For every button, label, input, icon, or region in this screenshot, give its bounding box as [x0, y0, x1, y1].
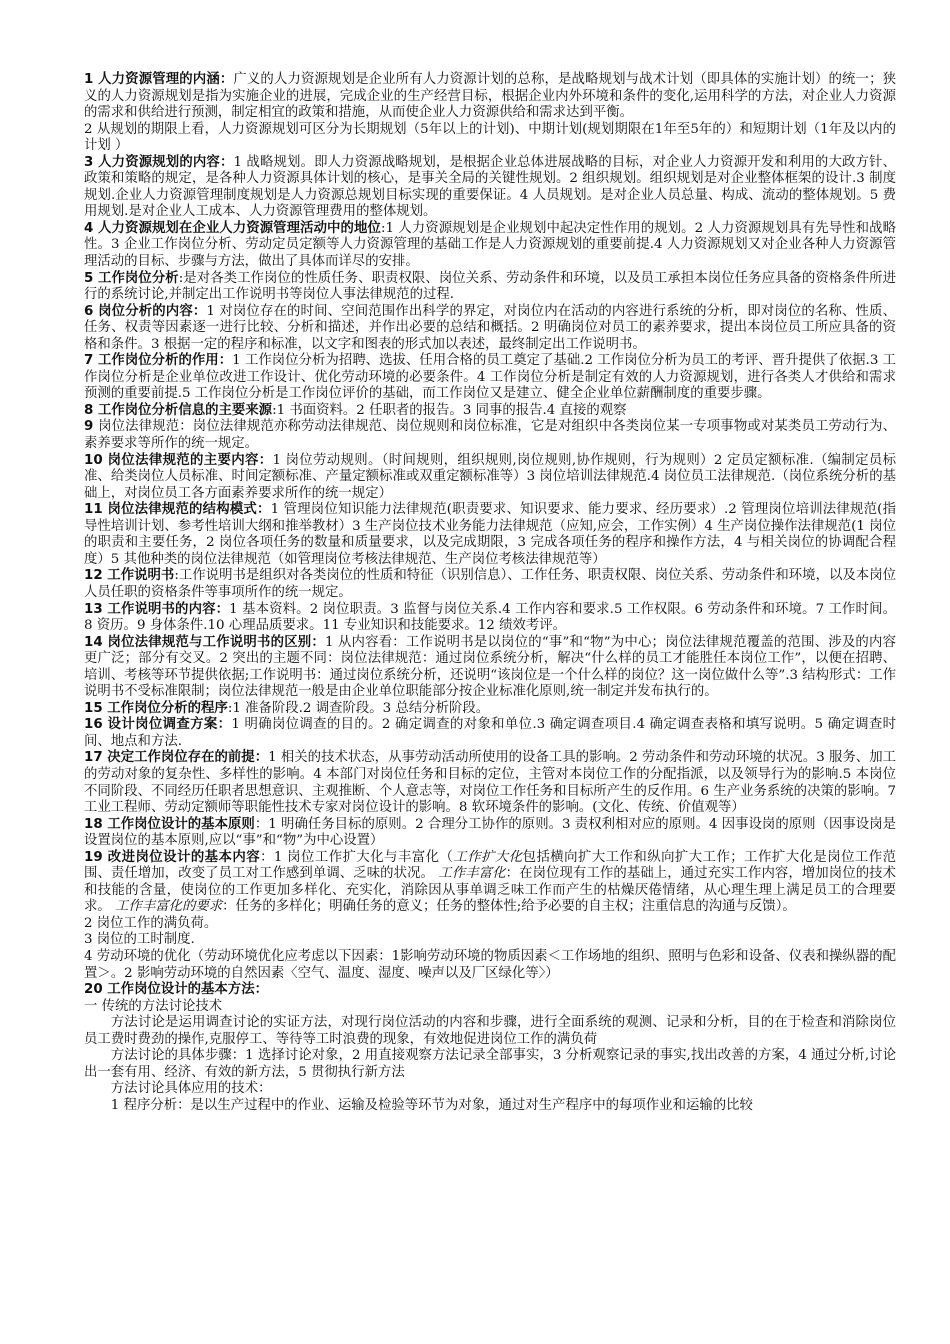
- item-text: 1 岗位劳动规则。（时间规则，组织规则,岗位规则,协作规则，行为规则）2 定员定额标准.（编制定员标准、给类岗位人员标准、时间定额标准、产量定额标准或双重定额标准等）3 岗位培训法律规范.4 岗位员工法律规范.（岗位系统分析的基础上，对岗位员工各方面素养要求所作的统一规定）: [84, 452, 897, 501]
- item-20-para-1: [84, 1015, 896, 1048]
- item-13: [84, 602, 896, 635]
- item-heading: 1 人力资源管理的内涵：: [84, 72, 234, 87]
- item-20-para-4: [84, 1098, 896, 1115]
- item-heading: 17 决定工作岗位存在的前提：: [84, 750, 269, 766]
- item-9: [84, 419, 896, 452]
- item-text: 方法讨论是运用调查讨论的实证方法，对现行岗位活动的内容和步骤，进行全面系统的观测、记录和分析，目的在于检查和消除岗位员工费时费劲的操作,克服停工、等待等工时浪费的现象，有效地促进岗位工作的满负荷: [84, 1015, 896, 1047]
- item-heading: 10 岗位法律规范的主要内容：: [84, 452, 273, 468]
- item-text: 1 工作岗位分析为招聘、选拔、任用合格的员工奠定了基础.2 工作岗位分析为员工的考评、晋升提供了依据.3 工作岗位分析是企业单位改进工作设计、优化劳动环境的必要条件。4 工作岗位分析是制定有效的人力资源规划，进行各类人才供给和需求预测的重要前提.5 工作岗位分析是工作岗位评价的基础，而工作岗位又是建立、健全企业单位薪酬制度的重要步骤。: [84, 353, 897, 402]
- item-heading: 5 工作岗位分析: [84, 270, 179, 286]
- item-text: 方法讨论的具体步骤：1 选择讨论对象，2 用直接观察方法记录全部事实，3 分析观察记录的事实,找出改善的方案，4 通过分析,讨论出一套有用、经济、有效的新方法，5 贯彻执行新方法: [84, 1048, 896, 1080]
- item-heading: 4 人力资源规划在企业人力资源管理活动中的地位: [84, 220, 381, 236]
- item-text: 岗位法律规范：岗位法律规范亦称劳动法律规范、岗位规则和岗位标准，它是对组织中各类岗位某一专项事物或对某类员工劳动行为、素养要求等所作的统一规定。: [84, 419, 897, 452]
- item-heading: 19 改进岗位设计的基本内容: [84, 849, 261, 865]
- item-text: 1 从内容看：工作说明书是以岗位的“事”和“物”为中心；岗位法律规范覆盖的范围、涉及的内容更广泛；部分有交叉。2 突出的主题不同：岗位法律规范：通过岗位系统分析，解决“什么样的员工才能胜任本岗位工作”，以便在招聘、培训、考核等环节提供依据;工作说明书：通过岗位系统分析，还说明“该岗位是一个什么样的岗位？这一岗位做什么等”.3 结构形式：工作说明书不受标准限制；岗位法律规范一般是由企业单位职能部分按企业标准化原则,统一制定并发布执行的。: [84, 634, 897, 700]
- item-heading: 16 设计岗位调查方案：: [84, 717, 232, 733]
- item-heading: 14 岗位法律规范与工作说明书的区别：: [84, 634, 325, 650]
- item-6: [84, 304, 896, 354]
- item-heading: 3 人力资源规划的内容：: [84, 154, 234, 170]
- item-12: [84, 568, 896, 601]
- item-text: :1 准备阶段.2 调查阶段。3 总结分析阶段。: [227, 700, 490, 716]
- item-heading: 7 工作岗位分析的作用：: [84, 353, 233, 369]
- item-3: [84, 155, 896, 221]
- item-text: 1 战略规划。即人力资源战略规划，是根据企业总体进展战略的目标，对企业人力资源开发和利用的大政方针、政策和策略的规定，是各种人力资源具体计划的核心，是事关全局的关键性规划。2 组织规划。组织规划是对企业整体框架的设计.3 制度规划.企业人力资源管理制度规划是人力资源总规划目标实现的重要保证。4 人员规划。是对企业人员总量、构成、流动的整体规划。5 费用规划.是对企业人工成本、人力资源管理费用的整体规划。: [84, 154, 896, 220]
- item-2: [84, 122, 896, 155]
- item-heading: 6 岗位分析的内容：: [84, 303, 207, 319]
- item-11: [84, 502, 896, 568]
- item-heading: 9: [84, 419, 99, 435]
- item-text: 包括横向扩大工作和纵向扩大工作；工作扩大化是岗位工作范围、责任增加，改变了员工对工作感到单调、乏味的状况。: [84, 849, 897, 882]
- item-text: 3 岗位的工时制度.: [84, 932, 195, 948]
- item-heading: 11 岗位法律规范的结构模式：: [84, 502, 271, 518]
- item-16: [84, 717, 896, 750]
- item-text: 1 程序分析：是以生产过程中的作业、运输及检验等环节为对象，通过对生产程序中的每项作业和运输的比较: [110, 1097, 753, 1113]
- item-heading: 20 工作岗位设计的基本方法：: [84, 982, 268, 998]
- item-19-sub-4: [84, 949, 896, 982]
- item-18: [84, 817, 896, 850]
- item-term: 工作丰富化: [438, 866, 506, 882]
- item-text: 广义的人力资源规划是企业所有人力资源计划的总称，是战略规划与战术计划（即具体的实施计划）的统一；狭义的人力资源规划是指为实施企业的进展，完成企业的生产经营目标，根据企业内外环境和条件的变化,运用科学的方法，对企业人力资源的需求和供给进行预测，制定相宜的政策和措施，从而使企业人力资源供给和需求达到平衡。: [84, 72, 896, 121]
- item-text: ：1 岗位工作扩大化与丰富化（: [260, 849, 454, 865]
- item-20-para-2: [84, 1048, 896, 1081]
- item-text: ：任务的多样化；明确任务的意义；任务的整体性;给予必要的自主权；注重信息的沟通与反馈）。: [222, 899, 796, 915]
- item-text: 1 明确岗位调查的目的。2 确定调查的对象和单位.3 确定调查项目.4 确定调查表格和填写说明。5 确定调查时间、地点和方法.: [84, 717, 897, 749]
- item-text: 方法讨论具体应用的技术：: [110, 1081, 272, 1097]
- item-4: [84, 221, 896, 271]
- item-text: 1 对岗位存在的时间、空间范围作出科学的界定，对岗位内在活动的内容进行系统的分析，即对岗位的名称、性质、任务、权责等因素逐一进行比较、分析和描述，并作出必要的总结和概括。2 明确岗位对员工的素养要求，提出本岗位员工所应具备的资格和条件。3 根据一定的程序和标准，以文字和图表的形式加以表述，最终制定出工作说明书。: [84, 303, 896, 352]
- item-text: ：在岗位现有工作的基础上，通过充实工作内容，增加岗位的技术和技能的含量，使岗位的工作更加多样化、充实化，消除因从事单调乏味工作而产生的枯燥厌倦情绪，从心理生理上满足员工的合理要求。: [84, 866, 897, 915]
- item-term: 工作丰富化的要求: [115, 899, 223, 915]
- item-7: [84, 353, 896, 403]
- item-heading: 8 工作岗位分析信息的主要来源: [84, 402, 273, 418]
- item-8: [84, 403, 896, 420]
- item-text: :工作说明书是组织对各类岗位的性质和特征（识别信息）、工作任务、职责权限、岗位关系、劳动条件和环境，以及本岗位人员任职的资格条件等事项所作的统一规定。: [84, 568, 897, 600]
- item-19-sub-2: [84, 916, 896, 933]
- item-20: [84, 982, 896, 999]
- item-20-subhead: [84, 999, 896, 1016]
- item-heading: 18 工作岗位设计的基本原则: [84, 816, 255, 832]
- item-heading: 13 工作说明书的内容：: [84, 601, 230, 617]
- item-text: :1 人力资源规划是企业规划中起决定性作用的规划。2 人力资源规划具有先导性和战略性。3 企业工作岗位分析、劳动定员定额等人力资源管理的基础工作是人力资源规划的重要前提.4 人力资源规划又对企业各种人力资源管理活动的目标、步骤与方法，做出了具体而详尽的安排。: [84, 220, 897, 270]
- item-text: 1 相关的技术状态，从事劳动活动所使用的设备工具的影响。2 劳动条件和劳动环境的状况。3 服务、加工的劳动对象的复杂性、多样性的影响。4 本部门对岗位任务和目标的定位，主管对本岗位工作的分配指派，以及领导行为的影响.5 本岗位不同阶段、不同经历任职者思想意识、主观推断、个人意志等，对岗位工作任务和目标所产生的反作用。6 生产业务系统的决策的影响。7 工业工程师、劳动定额师等职能性技术专家对岗位设计的影响。8 软环境条件的影响。(文化、传统、价值观等）: [84, 750, 896, 816]
- item-text: 一 传统的方法讨论技术: [84, 998, 223, 1014]
- item-number: 2: [84, 121, 97, 137]
- item-20-para-3: [84, 1081, 896, 1098]
- item-term: 工作扩大化: [453, 849, 523, 865]
- item-text: :是对各类工作岗位的性质任务、职责权限、岗位关系、劳动条件和环境，以及员工承担本岗位任务应具备的资格条件所进行的系统讨论,并制定出工作说明书等岗位人事法律规范的过程.: [84, 270, 896, 303]
- item-heading: 15 工作岗位分析的程序: [84, 700, 228, 716]
- item-19: [84, 850, 896, 916]
- item-text: :1 书面资料。2 任职者的报告。3 同事的报告.4 直接的观察: [272, 402, 627, 418]
- item-text: 4 劳动环境的优化（劳动环境优化应考虑以下因素：1影响劳动环境的物质因素＜工作场地的组织、照明与色彩和设备、仪表和操纵器的配置＞。2 影响劳动环境的自然因素〈空气、温度、湿度、噪声以及厂区绿化等〉）: [84, 948, 896, 981]
- item-text: 从规划的期限上看，人力资源规划可区分为长期规划（5年以上的计划)、中期计划(规划期限在1年至5年的）和短期计划（1年及以内的计划 ）: [84, 121, 896, 154]
- item-14: [84, 635, 896, 701]
- item-text: ：1 明确任务目标的原则。2 合理分工协作的原则。3 责权利相对应的原则。4 因事设岗的原则（因事设岗是设置岗位的基本原则,应以“事”和“物”为中心设置）: [84, 816, 897, 849]
- item-text: 1 基本资料。2 岗位职责。3 监督与岗位关系.4 工作内容和要求.5 工作权限。6 劳动条件和环境。7 工作时间。8 资历。9 身体条件.10 心理品质要求。11 专业知识和技能要求。12 绩效考评。: [84, 601, 896, 634]
- item-15: [84, 701, 896, 718]
- item-text: 2 岗位工作的满负荷。: [84, 915, 218, 931]
- item-1: [84, 72, 896, 122]
- item-17: [84, 750, 896, 816]
- item-5: [84, 271, 896, 304]
- item-text: 1 管理岗位知识能力法律规范(职责要求、知识要求、能力要求、经历要求）.2 管理岗位培训法律规范(指导性培训计划、参考性培训大纲和推举教材）3 生产岗位技术业务能力法律规范（应知,应会，工作实例）4 生产岗位操作法律规范(1 岗位的职责和主要任务，2 岗位各项任务的数量和质量要求，以及完成期限，3 完成各项任务的程序和操作方法，4 与相关岗位的协调配合程度）5 其他种类的岗位法律规范（如管理岗位考核法律规范、生产岗位考核法律规范等）: [84, 502, 896, 567]
- item-19-sub-3: [84, 932, 896, 949]
- document-body: [84, 72, 896, 1114]
- item-heading: 12 工作说明书: [84, 568, 175, 584]
- item-10: [84, 453, 896, 503]
